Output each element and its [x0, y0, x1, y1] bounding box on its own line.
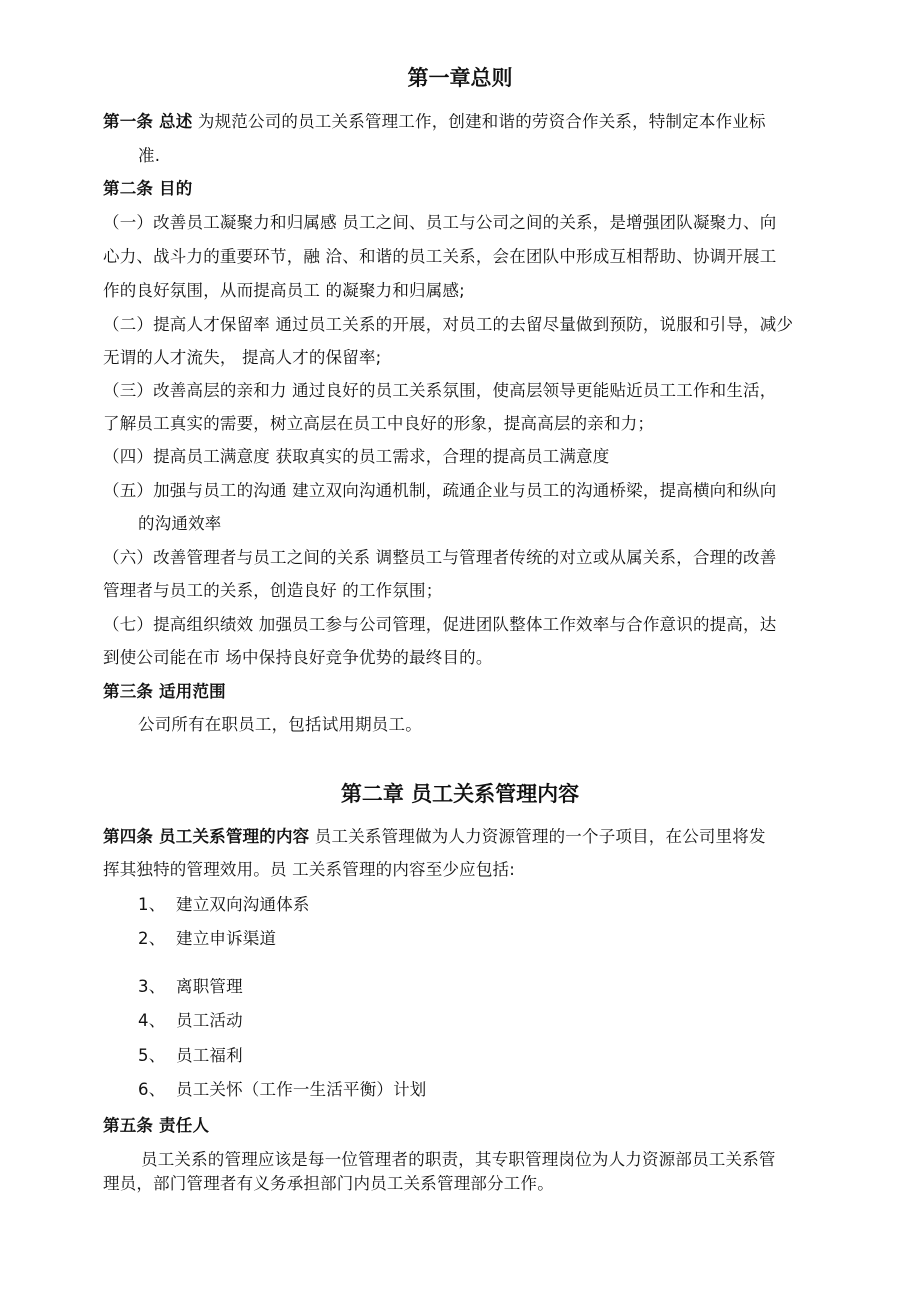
article3-text: 公司所有在职员工，包括试用期员工。	[138, 715, 422, 734]
content-list-item-3: 3、 离职管理	[138, 977, 243, 996]
content-list-item-1: 1、 建立双向沟通体系	[138, 895, 310, 914]
content-list-item-4: 4、 员工活动	[138, 1011, 243, 1030]
article5-label: 第五条 责任人	[103, 1116, 210, 1135]
purpose-6-line2: 管理者与员工的关系，创造良好 的工作氛围；	[103, 581, 443, 600]
purpose-5-line1: （五）加强与员工的沟通 建立双向沟通机制，疏通企业与员工的沟通桥梁，提高横向和纵向	[103, 481, 777, 500]
purpose-5-line2: 的沟通效率	[138, 514, 222, 533]
purpose-2-line2: 无谓的人才流失， 提高人才的保留率;	[103, 348, 382, 367]
article2-label: 第二条 目的	[103, 179, 193, 198]
chapter1-title: 第一章总则	[407, 66, 513, 90]
article1-line1: 第一条 总述 为规范公司的员工关系管理工作，创建和谐的劳资合作关系，特制定本作业标	[103, 112, 766, 131]
purpose-3-line2: 了解员工真实的需要，树立高层在员工中良好的形象，提高高层的亲和力；	[103, 414, 655, 433]
purpose-1-line3: 作的良好氛围，从而提高员工 的凝聚力和归属感;	[103, 281, 465, 300]
article5-line2: 理员，部门管理者有义务承担部门内员工关系管理部分工作。	[103, 1174, 554, 1193]
purpose-6-line1: （六）改善管理者与员工之间的关系 调整员工与管理者传统的对立或从属关系，合理的改善	[103, 548, 777, 567]
content-list-item-2: 2、 建立申诉渠道	[138, 929, 277, 948]
article5-line1: 员工关系的管理应该是每一位管理者的职责，其专职管理岗位为人力资源部员工关系管	[141, 1150, 776, 1169]
content-list-item-6: 6、 员工关怀（工作一生活平衡）计划	[138, 1080, 427, 1099]
article4-line1: 第四条 员工关系管理的内容 员工关系管理做为人力资源管理的一个子项目，在公司里将发	[103, 827, 766, 846]
purpose-2-line1: （二）提高人才保留率 通过员工关系的开展，对员工的去留尽量做到预防，说服和引导，减少	[103, 315, 794, 334]
purpose-7-line1: （七）提高组织绩效 加强员工参与公司管理，促进团队整体工作效率与合作意识的提高，达	[103, 615, 777, 634]
article1-label: 第一条 总述	[103, 112, 193, 131]
article4-label: 第四条 员工关系管理的内容	[103, 827, 310, 846]
content-list-item-5: 5、 员工福利	[138, 1046, 243, 1065]
purpose-4-line1: （四）提高员工满意度 获取真实的员工需求，合理的提高员工满意度	[103, 447, 610, 466]
article1-line2: 准.	[138, 146, 161, 165]
article4-line2: 挥其独特的管理效用。员 工关系管理的内容至少应包括:	[103, 860, 516, 879]
purpose-1-line1: （一）改善员工凝聚力和归属感 员工之间、员工与公司之间的关系，是增强团队凝聚力、向	[103, 213, 777, 232]
purpose-7-line2: 到使公司能在市 场中保持良好竞争优势的最终目的。	[103, 648, 493, 667]
purpose-3-line1: （三）改善高层的亲和力 通过良好的员工关系氛围，使高层领导更能贴近员工工作和生活，	[103, 381, 777, 400]
purpose-1-line2: 心力、战斗力的重要环节，融 洽、和谐的员工关系，会在团队中形成互相帮助、协调开展工	[103, 247, 777, 266]
article3-label: 第三条 适用范围	[103, 682, 226, 701]
chapter2-title: 第二章 员工关系管理内容	[340, 782, 580, 806]
